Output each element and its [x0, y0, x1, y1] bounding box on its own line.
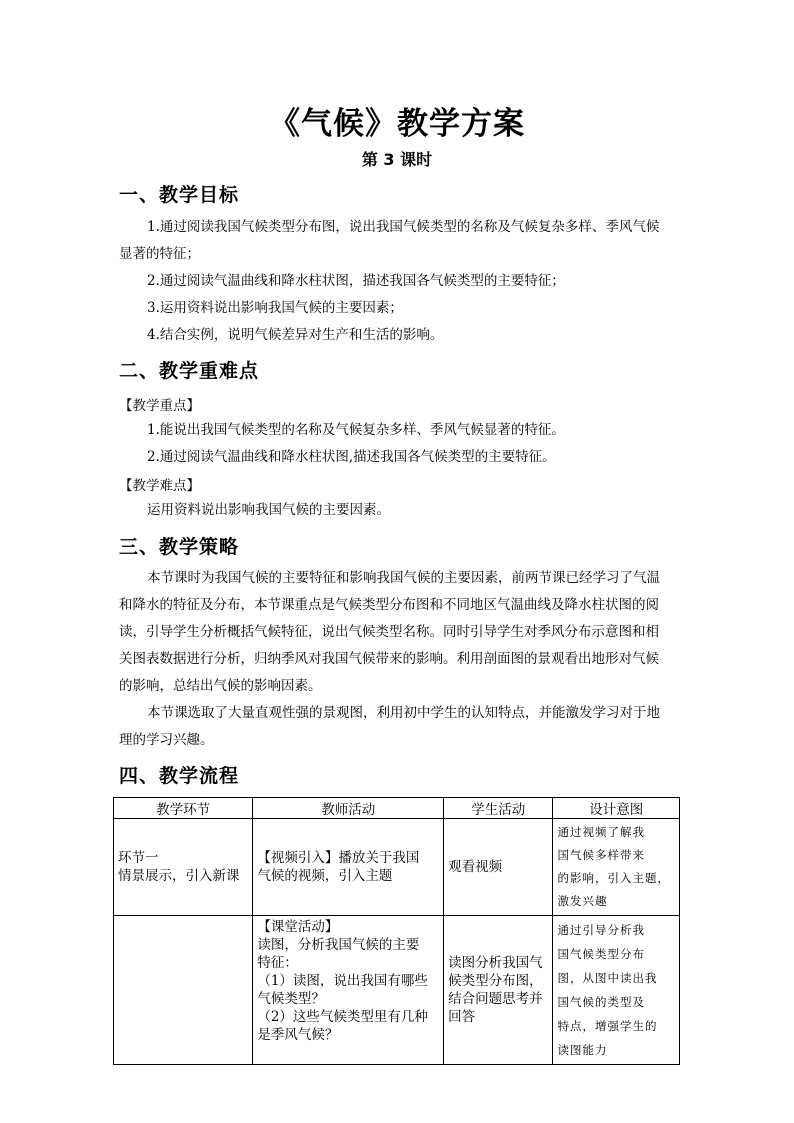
- teacher-line: 【视频引入】播放关于我国: [257, 850, 420, 866]
- student-line: 候类型分布图，: [448, 973, 543, 989]
- teacher-line: （2）这些气候类型里有几种: [257, 1009, 428, 1025]
- flow-table: [113, 797, 680, 1065]
- table-row: [114, 819, 680, 916]
- teacher-cell: [253, 819, 444, 916]
- page-title: 《气候》教学方案: [269, 106, 525, 142]
- strategy-para1-line4: 关图表数据进行分析，归纳季风对我国气候带来的影响。利用剖面图的景观看出地形对气候: [119, 651, 659, 667]
- header-intent: 设计意图: [553, 798, 680, 819]
- student-line: 结合问题思考并: [448, 991, 543, 1007]
- section-heading-key-points: 二、教学重难点: [119, 360, 260, 382]
- intent-cell: [553, 819, 680, 916]
- goal-item-4: 4.结合实例，说明气候差异对生产和生活的影响。: [147, 327, 444, 343]
- section-heading-strategy: 三、教学策略: [119, 536, 240, 558]
- table-row: [114, 916, 680, 1065]
- student-cell: [444, 916, 553, 1065]
- page-subtitle: 第 3 课时: [361, 150, 433, 169]
- difficult-label: 【教学难点】: [119, 478, 200, 494]
- header-student: 学生活动: [444, 798, 553, 819]
- intent-line: 通过引导分析我: [557, 923, 645, 937]
- intent-line: 通过视频了解我: [557, 825, 645, 839]
- section-heading-flow: 四、教学流程: [119, 765, 240, 787]
- stage-line: 环节一: [118, 850, 159, 866]
- strategy-para2-line1: 本节课选取了大量直观性强的景观图，利用初中学生的认知特点，并能激发学习对于地: [147, 705, 660, 721]
- teacher-line: 气候的视频，引入主题: [257, 868, 393, 884]
- intent-line: 激发兴趣: [557, 894, 608, 908]
- strategy-para1-line2: 和降水的特征及分布，本节课重点是气候类型分布图和不同地区气温曲线及降水柱状图的阅: [119, 597, 659, 613]
- difficult-text: 运用资料说出影响我国气候的主要因素。: [147, 502, 390, 518]
- key-item-1: 1.能说出我国气候类型的名称及气候复杂多样、季风气候显著的特征。: [147, 422, 565, 438]
- intent-line: 的影响，引入主题，: [557, 871, 670, 885]
- stage-line: 情景展示，引入新课: [118, 868, 240, 884]
- intent-line: 图，从图中读出我: [557, 971, 658, 985]
- student-line: 读图分析我国气: [448, 955, 543, 971]
- student-line: 回答: [448, 1009, 476, 1025]
- teacher-line: 特征：: [257, 955, 298, 971]
- header-stage: 教学环节: [114, 798, 253, 819]
- teacher-line: 气候类型？: [257, 991, 325, 1007]
- teacher-line: 是季风气候？: [257, 1027, 339, 1043]
- table-header-row: [114, 798, 680, 819]
- teacher-line: （1）读图，说出我国有哪些: [257, 973, 428, 989]
- intent-line: 特点，增强学生的: [557, 1019, 658, 1033]
- strategy-para1-line3: 读，引导学生分析概括气候特征，说出气候类型名称。同时引导学生对季风分布示意图和相: [119, 624, 659, 640]
- intent-line: 读图能力: [557, 1043, 608, 1057]
- stage-cell: [114, 819, 253, 916]
- header-teacher: 教师活动: [253, 798, 444, 819]
- teacher-line: 读图，分析我国气候的主要: [257, 937, 420, 953]
- stage-cell: [114, 916, 253, 1065]
- teacher-line: 【课堂活动】: [257, 919, 339, 935]
- intent-line: 国气候类型分布: [557, 947, 645, 961]
- intent-line: 国气候的类型及: [557, 995, 645, 1009]
- section-heading-goals: 一、教学目标: [119, 184, 240, 206]
- strategy-para2-line2: 理的学习兴趣。: [119, 732, 214, 748]
- intent-line: 国气候多样带来: [557, 848, 645, 862]
- student-cell: [444, 819, 553, 916]
- intent-cell: [553, 916, 680, 1065]
- teacher-cell: [253, 916, 444, 1065]
- goal-item-1: 1.通过阅读我国气候类型分布图，说出我国气候类型的名称及气候复杂多样、季风气候: [147, 219, 660, 235]
- key-item-2: 2.通过阅读气温曲线和降水柱状图,描述我国各气候类型的主要特征。: [147, 449, 556, 465]
- strategy-para1-line5: 的影响，总结出气候的影响因素。: [119, 678, 322, 694]
- strategy-para1-line1: 本节课时为我国气候的主要特征和影响我国气候的主要因素，前两节课已经学习了气温: [147, 570, 660, 586]
- goal-item-1-cont: 显著的特征；: [119, 246, 200, 262]
- key-label: 【教学重点】: [119, 398, 200, 414]
- goal-item-2: 2.通过阅读气温曲线和降水柱状图，描述我国各气候类型的主要特征；: [147, 273, 565, 289]
- student-line: 观看视频: [448, 859, 503, 875]
- goal-item-3: 3.运用资料说出影响我国气候的主要因素；: [147, 300, 403, 316]
